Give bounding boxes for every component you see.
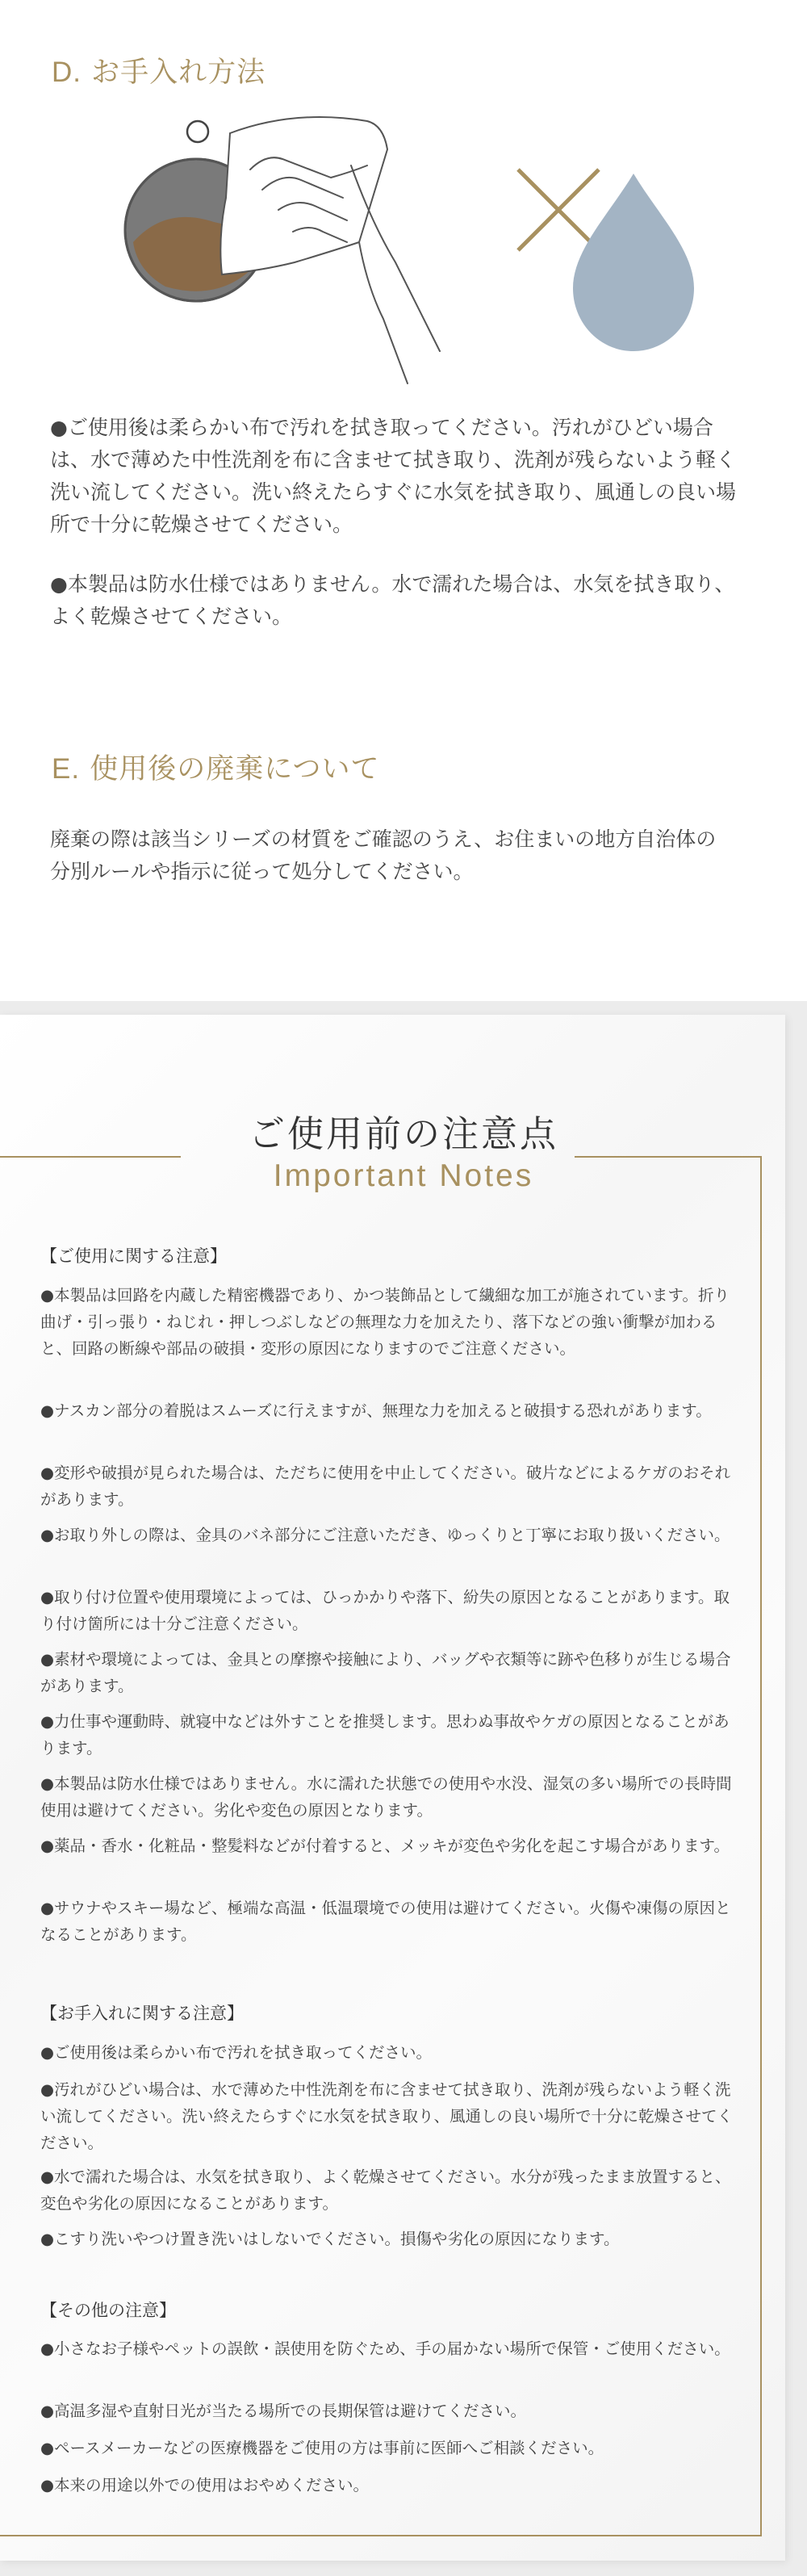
usage-item: ●お取り外しの際は、金具のバネ部分にご注意いただき、ゆっくりと丁寧にお取り扱いください。 [40, 1526, 730, 1544]
usage-item: ●本製品は回路を内蔵した精密機器であり、かつ装飾品として繊細な加工が施されています。折り曲げ・引っ張り・ねじれ・押しつぶしなどの無理な力を加えたり、落下などの強い衝撃が加わると、回路の断線や部品の破損・変形の原因になりますのでご注意ください。 [40, 1286, 730, 1358]
care-title-letter: D. [52, 57, 82, 88]
other-notes-heading: 【その他の注意】 [40, 2301, 176, 2320]
usage-item: ●サウナやスキー場など、極端な高温・低温環境での使用は避けてください。火傷や凍傷の原因となることがあります。 [40, 1899, 731, 1944]
usage-item: ●薬品・香水・化粧品・整髪料などが付着すると、メッキが変色や劣化を起こす場合があります。 [40, 1837, 730, 1855]
care-illustration [117, 77, 698, 400]
other-note-item: ●本来の用途以外での使用はおやめください。 [40, 2476, 370, 2494]
usage-item: ●本製品は防水仕様ではありません。水に濡れた状態での使用や水没、湿気の多い場所での長時間使用は避けてください。劣化や変色の原因となります。 [40, 1774, 732, 1820]
usage-heading: 【ご使用に関する注意】 [40, 1246, 227, 1266]
care-note-item: ●こすり洗いやつけ置き洗いはしないでください。損傷や劣化の原因になります。 [40, 2230, 620, 2248]
cross-icon [518, 170, 599, 250]
other-note-item: ●高温多湿や直射日光が当たる場所での長期保管は避けてください。 [40, 2402, 527, 2420]
usage-item: ●ナスカン部分の着脱はスムーズに行えますが、無理な力を加えると破損する恐れがあります。 [40, 1401, 712, 1420]
care-notes-heading: 【お手入れに関する注意】 [40, 2004, 244, 2023]
care-note-item: ●水で濡れた場合は、水気を拭き取り、よく乾燥させてください。水分が残ったまま放置すると、変色や劣化の原因になることがあります。 [40, 2168, 731, 2213]
usage-item: ●力仕事や運動時、就寝中などは外すことを推奨します。思わぬ事故やケガの原因となることがあります。 [40, 1712, 730, 1757]
other-note-item: ●ペースメーカーなどの医療機器をご使用の方は事前に医師へご相談ください。 [40, 2439, 604, 2457]
notes-title-en: Important Notes [273, 1158, 534, 1193]
usage-item: ●素材や環境によっては、金具との摩擦や接触により、バッグや衣類等に跡や色移りが生じる場合があります。 [40, 1650, 731, 1695]
disposal-section-title [52, 747, 380, 787]
notes-title-jp: ご使用前の注意点 [248, 1112, 558, 1155]
care-note-item: ●汚れがひどい場合は、水で薄めた中性洗剤を布に含ませて拭き取り、洗剤が残らないよう軽く洗い流してください。洗い終えたらすぐに水気を拭き取り、風通しの良い場所で十分に乾燥させてください。 [40, 2080, 734, 2152]
care-title-text: お手入れ方法 [91, 57, 266, 89]
disposal-paragraph: 廃棄の際は該当シリーズの材質をご確認のうえ、お住まいの地方自治体の分別ルールや指示に従って処分してください。 [50, 827, 717, 883]
disposal-title-letter: E. [52, 753, 81, 785]
other-note-item: ●小さなお子様やペットの誤飲・誤使用を防ぐため、手の届かない場所で保管・ご使用ください。 [40, 2339, 730, 2358]
usage-item: ●変形や破損が見られた場合は、ただちに使用を中止してください。破片などによるケガのおそれがあります。 [40, 1464, 731, 1509]
hand-cloth-icon [220, 117, 440, 383]
care-paragraph-1: ●ご使用後は柔らかい布で汚れを拭き取ってください。汚れがひどい場合は、水で薄めた中性洗剤を布に含ませて拭き取り、洗剤が残らないよう軽く洗い流してください。洗い終えたらすぐに水気を拭き取り、風通しの良い場所で十分に乾燥させてください。 [50, 416, 737, 536]
usage-item: ●取り付け位置や使用環境によっては、ひっかかりや落下、紛失の原因となることがあります。取り付け箇所には十分ご注意ください。 [40, 1588, 730, 1633]
water-drop-icon [573, 174, 694, 351]
disposal-title-text: 使用後の廃棄について [90, 753, 380, 785]
care-paragraph-2: ●本製品は防水仕様ではありません。水で濡れた場合は、水気を拭き取り、よく乾燥させてください。 [50, 572, 735, 628]
care-note-item: ●ご使用後は柔らかい布で汚れを拭き取ってください。 [40, 2043, 433, 2062]
